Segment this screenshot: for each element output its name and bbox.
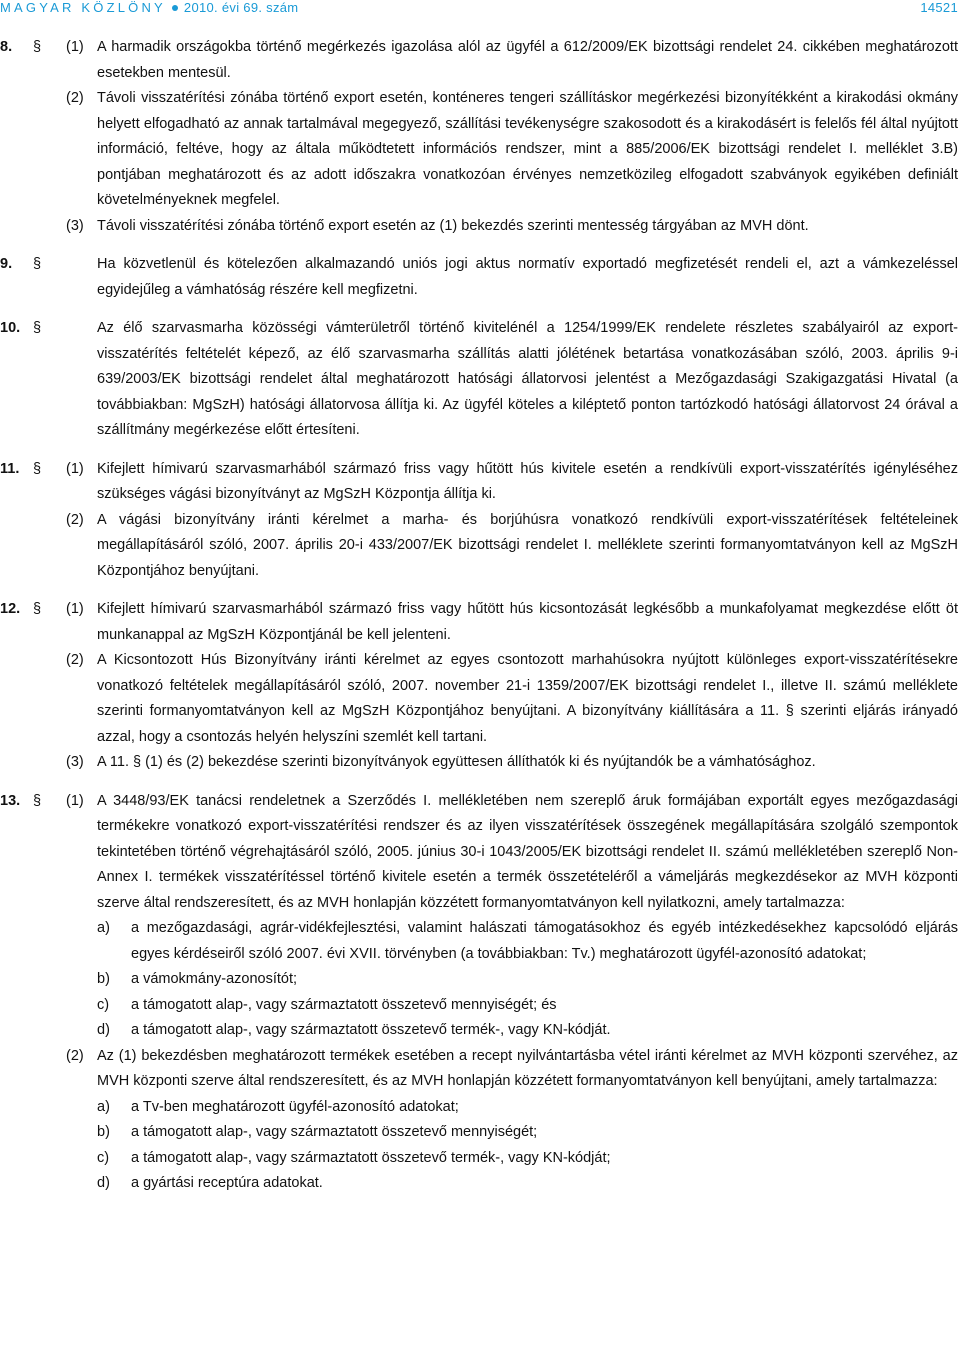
list-item-text: a támogatott alap-, vagy származtatott összetevő termék-, vagy KN-kódját; — [131, 1149, 611, 1166]
paragraph-text: Az (1) bekezdésben meghatározott termékek esetében a recept nyilvántartásba vétel iránti kérelmet az MVH központi szervéhez, az MVH központi szerve által rendszeresített, és az MVH honlapján közzétett formanyomtatványon kell benyújtani, amely tartalmazza: — [97, 1047, 958, 1089]
section-number: 12. — [0, 601, 21, 617]
paragraph-number: (1) — [66, 601, 84, 617]
page-number: 14521 — [920, 0, 958, 15]
section-number: 8. — [0, 39, 13, 55]
paragraph-text: A 3448/93/EK tanácsi rendeletnek a Szerződés I. mellékletében nem szereplő áruk formájában exportált egyes mezőgazdasági termékekre vonatkozó export-visszatérítési rendszer és az ilyen visszatérítések összegének megállapítására szolgáló szempontok tekintetében történő végrehajtásáról szóló, 2005. június 30-i 1043/2005/EK bizottsági rendelet II. számú mellékletében szereplő Non-Annex I. termékek visszatérítéssel történő kivitele esetén a termék összetételéről a vámeljárás megkezdésekor az MVH központi szerve által rendszeresített, és az MVH honlapján közzétett formanyomtatványon kell nyilatkozni, amely tartalmazza: — [97, 792, 958, 911]
paragraph-text: Kifejlett hímivarú szarvasmarhából származó friss vagy hűtött hús kivitele esetén a rendkívüli export-visszatérítés igényléséhez szükséges vágási bizonyítványt az MgSzH Központja állítja ki. — [97, 460, 958, 502]
list-item-text: a vámokmány-azonosítót; — [131, 971, 298, 987]
list-item — [97, 1146, 958, 1172]
issue-label: 2010. évi 69. szám — [183, 0, 299, 15]
section — [0, 457, 958, 585]
list-item — [97, 967, 958, 993]
paragraph-number: (3) — [66, 217, 84, 234]
list-item — [97, 1120, 958, 1146]
paragraph — [66, 750, 958, 776]
list-item-text: a támogatott alap-, vagy származtatott összetevő mennyiségét; — [131, 1124, 538, 1140]
paragraph — [66, 648, 958, 750]
section-symbol: § — [33, 460, 42, 477]
paragraph — [97, 252, 958, 303]
list-item-label: a) — [97, 1098, 110, 1115]
paragraph — [66, 214, 958, 240]
paragraph-text: Ha közvetlenül és kötelezően alkalmazandó uniós jogi aktus normatív exportadó megfizetését rendeli el, azt a vámkezeléssel egyidejűleg a vámhatóság részére kell megfizetni. — [97, 256, 958, 298]
list-item-label: b) — [97, 971, 110, 987]
list-item — [97, 993, 958, 1019]
paragraph — [66, 789, 958, 917]
paragraph-number: (2) — [66, 511, 84, 528]
paragraph-text: A harmadik országokba történő megérkezés igazolása alól az ügyfél a 612/2009/EK bizottsági rendelet 24. cikkében meghatározott esetekben mentesül. — [97, 39, 958, 81]
section-number: 11. — [0, 460, 20, 477]
section-number: 13. — [0, 792, 21, 809]
paragraph-text: Távoli visszatérítési zónába történő export esetén, konténeres tengeri szállításkor megérkezési bizonyítékként a kirakodási okmány helyett elfogadható az annak tartalmával megegyező, szállítási tevékenységre szakosodott és a kirakodásért is felelős fél által nyújtott információ, feltéve, hogy az általa működtetett információs rendszer, mint a 885/2006/EK bizottsági rendelet I. melléklet 3.B) pontjában meghatározott és az adott időszakra vonatkozóan érvényes nemzetközileg elfogadott szabványok egyikében definiált követelményeknek megfelel. — [97, 90, 958, 208]
list-item-text: a támogatott alap-, vagy származtatott összetevő termék-, vagy KN-kódját. — [131, 1022, 611, 1038]
list-item-label: b) — [97, 1124, 110, 1140]
paragraph — [66, 35, 958, 86]
list-item-text: a Tv-ben meghatározott ügyfél-azonosító adatokat; — [131, 1098, 459, 1115]
section-symbol: § — [33, 320, 42, 336]
paragraph-text: A 11. § (1) és (2) bekezdése szerinti bizonyítványok együttesen állíthatók ki és nyújtandók be a vámhatósághoz. — [97, 754, 816, 770]
paragraph-number: (2) — [66, 652, 84, 668]
paragraph-text: A vágási bizonyítvány iránti kérelmet a marha- és borjúhúsra vonatkozó rendkívüli export-visszatérítések feltételeinek megállapításáról szóló, 2007. április 20-i 433/2007/EK bizottsági rendelet I. melléklete szerinti formanyomtatványon kell az MgSzH Központjához benyújtani. — [97, 511, 958, 579]
list-item-label: d) — [97, 1022, 110, 1038]
list-item-label: c) — [97, 996, 110, 1013]
journal-name: MAGYAR KÖZLÖNY — [0, 0, 166, 15]
section-symbol: § — [33, 39, 42, 55]
section-number: 9. — [0, 256, 13, 272]
paragraph-number: (1) — [66, 792, 84, 809]
paragraph-number: (2) — [66, 1047, 84, 1064]
list-item — [97, 1018, 958, 1044]
paragraph — [66, 457, 958, 508]
paragraph-text: Kifejlett hímivarú szarvasmarhából származó friss vagy hűtött hús kicsontozását legkésőbb a munkafolyamat megkezdése előtt öt munkanappal az MgSzH Központjánál be kell jelenteni. — [97, 601, 958, 643]
page-header — [0, 0, 960, 18]
list-item-label: d) — [97, 1175, 110, 1191]
section — [0, 597, 958, 776]
paragraph-text: Távoli visszatérítési zónába történő export esetén az (1) bekezdés szerinti mentesség tárgyában az MVH dönt. — [97, 217, 809, 234]
paragraph-number: (2) — [66, 90, 84, 106]
paragraph-text: Az élő szarvasmarha közösségi vámterületről történő kivitelénél a 1254/1999/EK rendelete részletes szabályairól az export-visszatérítés feltételét képező, az élő szarvasmarha szállítás alatti jólétének betartása vonatkozásában szóló, 2003. április 9-i 639/2003/EK bizottsági rendelet által meghatározott hatósági állatorvosi jelentést a Mezőgazdasági Szakigazgatási Hivatal (a továbbiakban: MgSzH) hatósági állatorvosa állítja ki. Az ügyfél köteles a kiléptető ponton tartózkodó hatósági állatorvost 24 órával a szállítmány megérkezése előtt értesíteni. — [97, 320, 958, 438]
section — [0, 789, 958, 1197]
paragraph — [97, 316, 958, 444]
paragraph — [66, 86, 958, 214]
list-item-label: a) — [97, 920, 110, 936]
paragraph-number: (1) — [66, 39, 84, 55]
paragraph-text: A Kicsontozott Hús Bizonyítvány iránti kérelmet az egyes csontozott marhahúsokra nyújtott különleges export-visszatérítésekre vonatkozó feltételek megállapításáról szóló, 2007. november 21-i 1359/2007/EK bizottsági rendelet I., illetve II. számú melléklete szerinti formanyomtatványon kell az MgSzH Központjához benyújtani. A bizonyítvány kiállítására a 11. § szerinti eljárás irányadó azzal, hogy a csontozás helyén helyszíni szemlét kell tartani. — [97, 652, 958, 745]
paragraph — [66, 1044, 958, 1095]
list-item-text: a gyártási receptúra adatokat. — [131, 1175, 323, 1191]
list-item-text: a támogatott alap-, vagy származtatott összetevő mennyiségét; és — [131, 996, 557, 1013]
section-symbol: § — [33, 792, 42, 809]
paragraph — [66, 597, 958, 648]
section-number: 10. — [0, 320, 21, 336]
paragraph-number: (3) — [66, 754, 84, 770]
header-left — [0, 0, 298, 15]
list-item-label: c) — [97, 1149, 110, 1166]
section-symbol: § — [33, 601, 42, 617]
bullet-icon — [172, 5, 178, 11]
paragraph — [66, 508, 958, 585]
list-item — [97, 916, 958, 967]
list-item-text: a mezőgazdasági, agrár-vidékfejlesztési, valamint halászati támogatásokhoz és egyéb intézkedésekhez kapcsolódó eljárás egyes kérdéseiről szóló 2007. évi XVII. törvényben (a továbbiakban: Tv.) meghatározott ügyfél-azonosító adatokat; — [131, 920, 958, 962]
list-item — [97, 1171, 958, 1197]
section — [0, 316, 958, 444]
paragraph-number: (1) — [66, 460, 84, 477]
section — [0, 252, 958, 303]
list-item — [97, 1095, 958, 1121]
section-symbol: § — [33, 256, 42, 272]
document-body — [0, 35, 958, 1197]
section — [0, 35, 958, 239]
